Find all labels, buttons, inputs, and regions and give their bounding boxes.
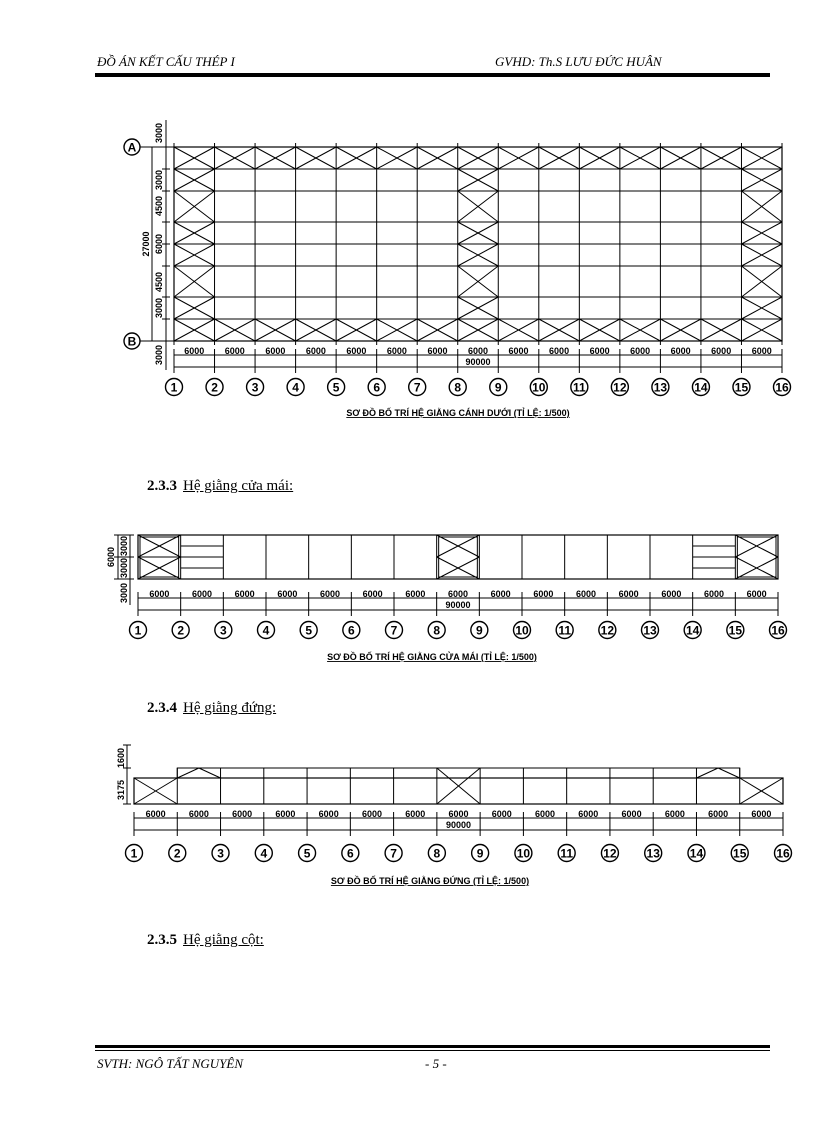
footer-page-number: - 5 - [425, 1056, 447, 1071]
grid-axis-10-label: 10 [532, 380, 546, 395]
footer-rule-thin [95, 1050, 770, 1051]
grid-axis-6-label: 6 [373, 380, 381, 395]
header-right: GVHD: Th.S LƯU ĐỨC HUÂN [495, 54, 662, 69]
total-length-label: 90000 [445, 600, 471, 610]
grid-axis-4-label: 4 [260, 846, 268, 861]
bay-dimension-label: 6000 [575, 589, 597, 599]
total-length-label: 90000 [445, 820, 472, 830]
grid-axis-16-label: 16 [776, 846, 790, 861]
grid-axis-2-label: 2 [211, 380, 218, 395]
grid-axis-15-label: 15 [728, 623, 743, 638]
bay-dimension-label: 6000 [405, 809, 426, 819]
grid-axis-5-label: 5 [305, 623, 313, 638]
braced-bay-frame [737, 537, 776, 577]
bay-dimension-label: 6000 [711, 346, 732, 356]
grid-axis-1-label: 1 [130, 846, 138, 861]
grid-axis-6-label: 6 [347, 623, 355, 638]
inner-dim-label: 4500 [154, 195, 164, 217]
axis-b-label: B [127, 334, 137, 349]
bay-dimension-label: 6000 [708, 809, 729, 819]
lower-chord-bracing-plan [124, 120, 791, 396]
bay-dimension-label: 6000 [305, 346, 326, 356]
footer-left: SVTH: NGÔ TẤT NGUYÊN [97, 1056, 244, 1071]
dim-bottom-label: 3000 [154, 344, 164, 366]
inner-dim-label: 3000 [154, 169, 164, 191]
grid-axis-8-label: 8 [454, 380, 462, 395]
bay-dimension-label: 6000 [746, 589, 767, 599]
grid-axis-2-label: 2 [173, 846, 181, 861]
bay-dimension-label: 6000 [362, 589, 383, 599]
bay-dimension-label: 6000 [533, 589, 554, 599]
bay-dimension-label: 6000 [618, 589, 639, 599]
grid-axis-7-label: 7 [390, 846, 397, 861]
grid-axis-16-label: 16 [775, 380, 789, 395]
grid-axis-11-label: 11 [572, 380, 586, 395]
window-outline [138, 535, 778, 579]
grid-axis-1-label: 1 [170, 380, 178, 395]
section-2-3-4 [147, 700, 276, 717]
grid-axis-7-label: 7 [413, 380, 421, 395]
section-number: 2.3.5 [147, 932, 177, 948]
v-brace [718, 768, 740, 778]
bay-dimension-label: 6000 [751, 346, 772, 356]
dim-total-label: 6000 [106, 546, 116, 568]
bay-dimension-label: 6000 [149, 589, 170, 599]
grid-axis-6-label: 6 [346, 846, 354, 861]
bay-dimension-label: 6000 [319, 589, 341, 599]
grid-axis-8-label: 8 [433, 623, 441, 638]
grid-axis-12-label: 12 [603, 846, 617, 861]
bay-dimension-label: 6000 [661, 589, 682, 599]
diagram1-caption: SƠ ĐỒ BỐ TRÍ HỆ GIẰNG CÁNH DƯỚI (TỈ LỆ: 1/500) [346, 408, 570, 418]
grid-axis-5-label: 5 [303, 846, 311, 861]
section-title: Hệ giằng đứng: [183, 700, 277, 716]
bay-dimension-label: 6000 [188, 809, 209, 819]
v-brace [696, 768, 718, 778]
grid-axis-14-label: 14 [685, 623, 700, 638]
grid-axis-3-label: 3 [251, 380, 259, 395]
bay-dimension-label: 6000 [447, 589, 469, 599]
inner-dim-label: 6000 [154, 233, 164, 255]
diagram2-caption: SƠ ĐỒ BỐ TRÍ HỆ GIẰNG CỬA MÁI (TỈ LỆ: 1/500) [327, 652, 537, 662]
section-title: Hệ giằng cột: [183, 932, 264, 948]
bay-dimension-label: 6000 [234, 589, 255, 599]
window-band [177, 768, 739, 778]
section-number: 2.3.4 [147, 700, 177, 716]
bay-dimension-label: 6000 [275, 809, 296, 819]
dim-top-label: 1600 [116, 747, 126, 769]
vertical-bracing-elevation [116, 745, 792, 862]
bay-dimension-label: 6000 [361, 809, 382, 819]
bay-dimension-label: 6000 [184, 346, 205, 356]
v-brace [177, 768, 199, 778]
grid-axis-16-label: 16 [771, 623, 785, 638]
bay-dimension-label: 6000 [621, 809, 642, 819]
grid-axis-3-label: 3 [219, 623, 227, 638]
inner-dim-label: 3000 [154, 297, 164, 319]
grid-axis-11-label: 11 [558, 623, 572, 638]
section-2-3-3 [147, 478, 293, 495]
bay-dimension-label: 6000 [670, 346, 691, 356]
grid-axis-15-label: 15 [734, 380, 749, 395]
dim-bottom-label: 3000 [119, 582, 129, 604]
grid-axis-3-label: 3 [217, 846, 224, 861]
grid-axis-11-label: 11 [560, 846, 574, 861]
section-2-3-5 [147, 932, 264, 949]
bay-dimension-label: 6000 [448, 809, 469, 819]
inner-dim-label: 4500 [154, 271, 164, 293]
section-title: Hệ giằng cửa mái: [183, 478, 294, 494]
bay-dimension-label: 6000 [535, 809, 556, 819]
grid-axis-4-label: 4 [262, 623, 270, 638]
bay-dimension-label: 6000 [751, 809, 772, 819]
grid-axis-8-label: 8 [433, 846, 441, 861]
grid-axis-9-label: 9 [476, 846, 484, 861]
bay-dimension-label: 6000 [549, 346, 570, 356]
grid-axis-14-label: 14 [689, 846, 704, 861]
bay-dimension-label: 6000 [703, 589, 725, 599]
bay-dimension-label: 6000 [490, 589, 511, 599]
grid-axis-13-label: 13 [643, 623, 657, 638]
bay-dimension-label: 6000 [346, 346, 367, 356]
bay-dimension-label: 6000 [427, 346, 448, 356]
v-brace [199, 768, 221, 778]
dim-bottom-label: 3175 [116, 779, 126, 801]
section-number: 2.3.3 [147, 478, 177, 494]
diagram3-caption: SƠ ĐỒ BỐ TRÍ HỆ GIẰNG ĐỨNG (TỈ LỆ: 1/500) [330, 876, 530, 886]
bay-dimension-label: 6000 [224, 346, 245, 356]
bay-dimension-label: 6000 [265, 346, 286, 356]
bay-dimension-label: 6000 [318, 809, 339, 819]
grid-axis-13-label: 13 [646, 846, 660, 861]
roof-window-bracing-plan [106, 535, 787, 639]
dim-a-label: 3000 [119, 535, 129, 557]
grid-axis-7-label: 7 [390, 623, 398, 638]
grid-axis-2-label: 2 [177, 623, 185, 638]
bay-dimension-label: 6000 [589, 346, 610, 356]
grid-axis-4-label: 4 [292, 380, 299, 395]
footer-rule-thick [95, 1045, 770, 1048]
header-left: ĐỒ ÁN KẾT CẤU THÉP I [97, 54, 235, 69]
bay-dimension-label: 6000 [491, 809, 512, 819]
bay-dimension-label: 6000 [630, 346, 651, 356]
grid-axis-12-label: 12 [613, 380, 627, 395]
grid-axis-9-label: 9 [475, 623, 483, 638]
grid-axis-15-label: 15 [733, 846, 747, 861]
dim-b-label: 3000 [119, 557, 129, 579]
bay-dimension-label: 6000 [277, 589, 298, 599]
bay-dimension-label: 6000 [232, 809, 253, 819]
grid-axis-5-label: 5 [332, 380, 340, 395]
grid-axis-9-label: 9 [494, 380, 502, 395]
dim-top-label: 3000 [154, 122, 164, 144]
bay-dimension-label: 6000 [664, 809, 685, 819]
grid-axis-10-label: 10 [516, 846, 531, 861]
bay-dimension-label: 6000 [191, 589, 213, 599]
bay-dimension-label: 6000 [145, 809, 166, 819]
grid-axis-1-label: 1 [134, 623, 142, 638]
total-length-label: 90000 [465, 357, 491, 367]
grid-axis-13-label: 13 [653, 380, 668, 395]
grid-axis-14-label: 14 [694, 380, 708, 395]
grid-axis-10-label: 10 [515, 623, 529, 638]
roof-band [134, 778, 783, 804]
bay-dimension-label: 6000 [467, 346, 489, 356]
axis-a-label: A [127, 140, 137, 155]
bay-dimension-label: 6000 [386, 346, 407, 356]
dim-total-label: 27000 [141, 231, 151, 257]
grid-axis-12-label: 12 [600, 623, 615, 638]
bay-dimension-label: 6000 [578, 809, 599, 819]
bay-dimension-label: 6000 [508, 346, 529, 356]
bay-dimension-label: 6000 [405, 589, 426, 599]
braced-bay-frame [439, 537, 478, 577]
